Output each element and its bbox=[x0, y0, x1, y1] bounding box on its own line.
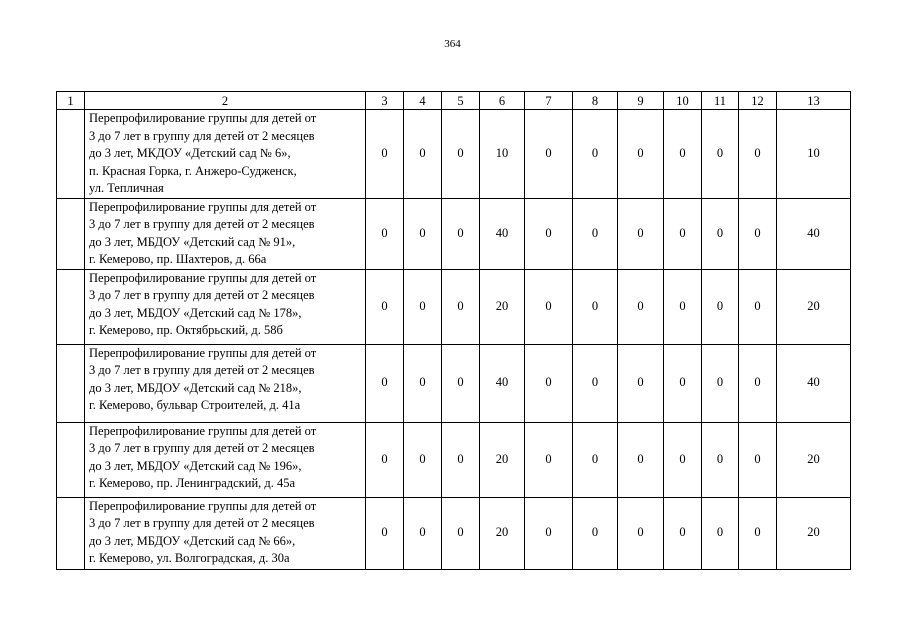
description-line: до 3 лет, МБДОУ «Детский сад № 91», bbox=[89, 234, 296, 249]
description-line: Перепрофилирование группы для детей от bbox=[89, 498, 317, 513]
value-cell: 20 bbox=[480, 269, 525, 344]
value-cell: 40 bbox=[480, 198, 525, 269]
value-cell: 0 bbox=[404, 497, 442, 569]
value-cell: 0 bbox=[366, 344, 404, 422]
description-line: 3 до 7 лет в группу для детей от 2 месяцев bbox=[89, 217, 315, 231]
header-cell: 13 bbox=[777, 92, 851, 110]
value-cell: 0 bbox=[404, 110, 442, 199]
value-cell: 0 bbox=[366, 110, 404, 199]
row-number-cell bbox=[57, 269, 85, 344]
value-cell: 0 bbox=[525, 497, 573, 569]
description-line: до 3 лет, МБДОУ «Детский сад № 178», bbox=[89, 305, 302, 320]
description-line: п. Красная Горка, г. Анжеро-Судженск, bbox=[89, 163, 297, 178]
value-cell: 20 bbox=[480, 422, 525, 497]
table-row bbox=[57, 269, 851, 344]
value-cell: 40 bbox=[777, 344, 851, 422]
value-cell: 0 bbox=[618, 198, 664, 269]
value-cell: 0 bbox=[739, 269, 777, 344]
description-line: г. Кемерово, пр. Октябрьский, д. 58б bbox=[89, 323, 283, 337]
value-cell: 0 bbox=[573, 110, 618, 199]
value-cell: 0 bbox=[702, 497, 739, 569]
table-row bbox=[57, 110, 851, 199]
value-cell: 40 bbox=[480, 344, 525, 422]
header-cell: 6 bbox=[480, 92, 525, 110]
value-cell: 0 bbox=[404, 198, 442, 269]
table-header-row bbox=[57, 92, 851, 110]
description-line: Перепрофилирование группы для детей от bbox=[89, 270, 317, 285]
value-cell: 0 bbox=[525, 110, 573, 199]
value-cell: 0 bbox=[404, 422, 442, 497]
value-cell: 0 bbox=[573, 422, 618, 497]
table-row bbox=[57, 344, 851, 422]
row-number-cell bbox=[57, 344, 85, 422]
description-line: Перепрофилирование группы для детей от bbox=[89, 423, 317, 438]
value-cell: 0 bbox=[525, 269, 573, 344]
description-line: до 3 лет, МКДОУ «Детский сад № 6», bbox=[89, 146, 291, 160]
value-cell: 0 bbox=[618, 269, 664, 344]
value-cell: 0 bbox=[618, 110, 664, 199]
value-cell: 0 bbox=[442, 422, 480, 497]
value-cell: 20 bbox=[777, 269, 851, 344]
description-line: Перепрофилирование группы для детей от bbox=[89, 199, 317, 214]
header-cell: 5 bbox=[442, 92, 480, 110]
header-cell: 10 bbox=[664, 92, 702, 110]
value-cell: 0 bbox=[664, 344, 702, 422]
description-line: ул. Тепличная bbox=[89, 181, 164, 195]
value-cell: 0 bbox=[442, 497, 480, 569]
description-line: г. Кемерово, бульвар Строителей, д. 41а bbox=[89, 398, 301, 412]
description-cell bbox=[85, 344, 366, 422]
description-line: Перепрофилирование группы для детей от bbox=[89, 345, 317, 360]
data-table bbox=[56, 91, 851, 570]
table-row bbox=[57, 497, 851, 569]
header-cell: 7 bbox=[525, 92, 573, 110]
value-cell: 10 bbox=[480, 110, 525, 199]
value-cell: 0 bbox=[702, 269, 739, 344]
value-cell: 0 bbox=[664, 110, 702, 199]
value-cell: 0 bbox=[702, 344, 739, 422]
description-line: 3 до 7 лет в группу для детей от 2 месяцев bbox=[89, 363, 315, 377]
description-cell bbox=[85, 269, 366, 344]
value-cell: 20 bbox=[777, 422, 851, 497]
page-number: 364 bbox=[444, 38, 461, 50]
description-line: Перепрофилирование группы для детей от bbox=[89, 111, 317, 125]
value-cell: 0 bbox=[664, 422, 702, 497]
table-row bbox=[57, 422, 851, 497]
value-cell: 0 bbox=[366, 422, 404, 497]
value-cell: 0 bbox=[442, 344, 480, 422]
value-cell: 20 bbox=[777, 497, 851, 569]
description-line: г. Кемерово, ул. Волгоградская, д. 30а bbox=[89, 551, 290, 565]
value-cell: 0 bbox=[525, 198, 573, 269]
value-cell: 0 bbox=[664, 198, 702, 269]
value-cell: 0 bbox=[618, 422, 664, 497]
value-cell: 0 bbox=[618, 497, 664, 569]
row-number-cell bbox=[57, 110, 85, 199]
description-line: до 3 лет, МБДОУ «Детский сад № 218», bbox=[89, 380, 302, 395]
description-line: до 3 лет, МБДОУ «Детский сад № 66», bbox=[89, 533, 296, 548]
value-cell: 0 bbox=[404, 269, 442, 344]
value-cell: 0 bbox=[442, 269, 480, 344]
value-cell: 0 bbox=[442, 110, 480, 199]
header-cell: 1 bbox=[57, 92, 85, 110]
value-cell: 10 bbox=[777, 110, 851, 199]
row-number-cell bbox=[57, 497, 85, 569]
row-number-cell bbox=[57, 198, 85, 269]
header-cell: 2 bbox=[85, 92, 366, 110]
description-line: 3 до 7 лет в группу для детей от 2 месяцев bbox=[89, 516, 315, 530]
description-line: 3 до 7 лет в группу для детей от 2 месяцев bbox=[89, 288, 315, 302]
value-cell: 0 bbox=[739, 422, 777, 497]
header-cell: 12 bbox=[739, 92, 777, 110]
value-cell: 0 bbox=[664, 269, 702, 344]
value-cell: 0 bbox=[525, 344, 573, 422]
description-cell bbox=[85, 198, 366, 269]
value-cell: 0 bbox=[573, 344, 618, 422]
value-cell: 40 bbox=[777, 198, 851, 269]
description-cell bbox=[85, 110, 366, 199]
description-line: до 3 лет, МБДОУ «Детский сад № 196», bbox=[89, 458, 302, 473]
value-cell: 0 bbox=[618, 344, 664, 422]
value-cell: 0 bbox=[739, 198, 777, 269]
value-cell: 0 bbox=[573, 497, 618, 569]
value-cell: 0 bbox=[366, 198, 404, 269]
description-line: 3 до 7 лет в группу для детей от 2 месяцев bbox=[89, 441, 315, 455]
value-cell: 0 bbox=[664, 497, 702, 569]
value-cell: 0 bbox=[739, 110, 777, 199]
table-row bbox=[57, 198, 851, 269]
value-cell: 0 bbox=[366, 497, 404, 569]
value-cell: 0 bbox=[573, 269, 618, 344]
value-cell: 0 bbox=[702, 422, 739, 497]
value-cell: 0 bbox=[573, 198, 618, 269]
value-cell: 0 bbox=[702, 110, 739, 199]
value-cell: 0 bbox=[739, 344, 777, 422]
value-cell: 0 bbox=[702, 198, 739, 269]
header-cell: 3 bbox=[366, 92, 404, 110]
value-cell: 0 bbox=[442, 198, 480, 269]
value-cell: 0 bbox=[404, 344, 442, 422]
description-line: г. Кемерово, пр. Шахтеров, д. 66а bbox=[89, 252, 267, 266]
header-cell: 8 bbox=[573, 92, 618, 110]
description-cell bbox=[85, 422, 366, 497]
value-cell: 0 bbox=[366, 269, 404, 344]
header-cell: 4 bbox=[404, 92, 442, 110]
header-cell: 9 bbox=[618, 92, 664, 110]
value-cell: 0 bbox=[525, 422, 573, 497]
value-cell: 20 bbox=[480, 497, 525, 569]
row-number-cell bbox=[57, 422, 85, 497]
description-cell bbox=[85, 497, 366, 569]
description-line: 3 до 7 лет в группу для детей от 2 месяцев bbox=[89, 128, 315, 143]
header-cell: 11 bbox=[702, 92, 739, 110]
description-line: г. Кемерово, пр. Ленинградский, д. 45а bbox=[89, 476, 296, 490]
value-cell: 0 bbox=[739, 497, 777, 569]
